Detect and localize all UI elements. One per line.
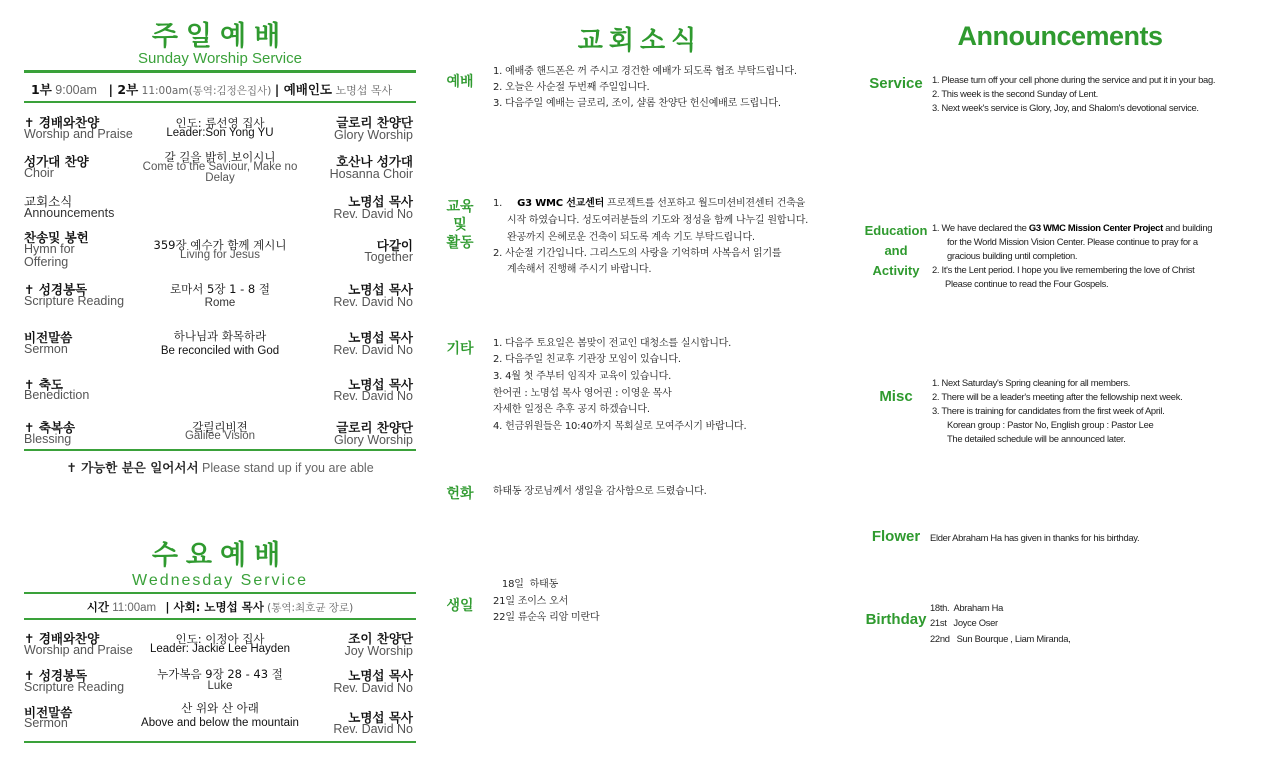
news-en-misc-item: The detailed schedule will be announced later. — [947, 433, 1126, 444]
wednesday-top-rule — [24, 592, 416, 594]
order-item-leader-kr: 다같이 — [376, 238, 413, 253]
news-en-birthday-label: Birthday — [865, 611, 927, 628]
order-item-leader-en: Rev. David No — [333, 295, 413, 309]
order-item — [24, 328, 416, 360]
order-item-en: Choir — [24, 166, 54, 180]
order-item — [24, 192, 416, 224]
news-en-birthday-item: 22nd Sun Bourque , Liam Miranda, — [930, 633, 1071, 644]
order-item-detail-kr: 인도: 류선영 집사 — [175, 116, 265, 130]
order-item — [24, 152, 416, 184]
order-item-en: Announcements — [24, 206, 115, 220]
news-kr-birthday-item: 18일 하태동 — [493, 579, 559, 590]
news-en-edu-label-2: and — [884, 243, 908, 258]
order-item-leader-en: Rev. David No — [333, 389, 413, 403]
news-en-service-item: 3. Next week's service is Glory, Joy, and Shalom's devotional service. — [932, 102, 1199, 113]
order-item-kr: 찬송및 봉헌 — [24, 230, 89, 245]
news-en-edu-label — [862, 221, 930, 281]
order-item-leader-en: Glory Worship — [334, 433, 413, 447]
wed-time-value: 11:00am — [112, 602, 157, 614]
order-item-kr: 성가대 찬양 — [24, 154, 89, 169]
order-item-leader-en: Together — [364, 250, 413, 264]
order-item-en: Worship and Praise — [24, 127, 133, 141]
order-item — [24, 375, 416, 407]
news-en-service-item: 2. This week is the second Sunday of Lent. — [932, 88, 1098, 99]
order-item-detail-kr: 인도: 이정아 집사 — [175, 632, 265, 646]
news-en-misc-label: Misc — [879, 388, 913, 405]
news-en-misc-item: 1. Next Saturday's Spring cleaning for all members. — [932, 377, 1131, 388]
order-item-detail-kr: 갈 길을 밝히 보이시니 — [164, 150, 276, 164]
news-kr-edu-item: 완공까지 은혜로운 건축이 되도록 계속 기도 부탁드립니다. — [507, 232, 755, 243]
news-en-service-label: Service — [869, 75, 923, 92]
news-kr-edu-label — [440, 198, 480, 252]
order-item-detail-en: Galilee Vision — [184, 430, 256, 442]
sunday-top-rule — [24, 70, 416, 73]
news-kr-flower-label: 헌화 — [446, 486, 474, 502]
news-kr-worship-item: 3. 다음주일 예배는 글로리, 조이, 샬롬 찬양단 헌신예배로 드립니다. — [493, 98, 781, 109]
order-item-kr: 비전말씀 — [24, 705, 73, 720]
news-kr-edu-item1-bold: G3 WMC 선교센터 — [517, 198, 605, 209]
news-kr-worship-item: 1. 예배중 핸드폰은 꺼 주시고 경건한 예배가 되도록 협조 부탁드립니다. — [493, 66, 797, 77]
order-item-kr: ✝ 경배와찬양 — [24, 115, 100, 130]
news-kr-edu-item: 계속해서 진행해 주시기 바랍니다. — [507, 264, 652, 275]
wednesday-meta — [24, 599, 416, 615]
news-kr-misc-item: 1. 다음주 토요일은 봄맞이 전교인 대청소를 실시합니다. — [493, 338, 732, 349]
order-item — [24, 280, 416, 312]
order-item-detail-en: Luke — [207, 680, 233, 692]
wednesday-meta-rule — [24, 618, 416, 620]
wed-host-label: | 사회: 노명섭 목사 — [165, 600, 264, 614]
stand-note — [24, 458, 416, 476]
news-en-service-item: 1. Please turn off your cell phone during the service and put it in your bag. — [932, 74, 1216, 85]
wednesday-title-kr: 수요예배 — [151, 540, 289, 571]
news-kr-flower-text: 하태동 장로님께서 생일을 감사함으로 드렸습니다. — [493, 486, 707, 497]
leader-label: | 예배인도 — [274, 82, 332, 97]
news-en-misc-item: Korean group : Pastor No, English group : Pastor Lee — [947, 419, 1154, 430]
wed-host-note: (통역:최호균 장로) — [267, 602, 354, 614]
news-en-edu-item: Please continue to read the Four Gospels. — [945, 278, 1109, 289]
service1-time: 9:00am — [55, 83, 97, 97]
order-item-kr: ✝ 성경봉독 — [24, 668, 88, 683]
order-item-en: Scripture Reading — [24, 294, 125, 308]
order-item-detail-kr: 갈릴리비젼 — [192, 420, 248, 434]
news-en-edu-label-1: Education — [864, 223, 928, 238]
order-item-leader-en: Rev. David No — [333, 722, 413, 736]
news-kr-misc-item: 3. 4월 첫 주부터 임직자 교육이 있습니다. — [493, 371, 672, 382]
news-kr-edu-item: 시작 하였습니다. 성도여러분들의 기도와 정성을 함께 나누길 원합니다. — [507, 215, 809, 226]
wednesday-bottom-rule — [24, 741, 416, 743]
service2-time: 11:00am(통역:김정은집사) — [141, 85, 272, 97]
order-item-detail-en: Rome — [204, 297, 236, 309]
service2-label: | 2부 — [108, 82, 139, 97]
order-item-detail-kr: 359장 예수가 함께 계시니 — [153, 238, 287, 252]
order-item — [24, 418, 416, 450]
stand-note-en: Please stand up if you are able — [202, 461, 374, 475]
news-kr-edu-item1-num: 1. — [493, 198, 503, 209]
news-kr-edu-label-2: 및 — [453, 217, 467, 233]
news-en-edu-item: 2. It's the Lent period. I hope you live remembering the love of Christ — [932, 264, 1195, 275]
order-item-detail-kr: 로마서 5장 1 - 8 절 — [170, 282, 270, 296]
news-en-flower-label: Flower — [871, 528, 921, 545]
order-item-detail-en: Above and below the mountain — [141, 717, 299, 729]
order-item-en: Sermon — [24, 716, 68, 730]
news-kr-edu-item: 2. 사순절 기간입니다. 그리스도의 사랑을 기억하며 사복음서 읽기를 — [493, 248, 782, 259]
order-item-leader-en: Glory Worship — [334, 128, 413, 142]
leader-name: 노명섭 목사 — [335, 84, 393, 97]
order-item-en: Blessing — [24, 432, 72, 446]
order-item-detail-en: Living for Jesus — [180, 249, 260, 261]
order-item-kr: 비전말씀 — [24, 330, 73, 345]
news-kr-birthday-item: 22일 류순옥 리암 미란다 — [493, 612, 600, 623]
order-item-en: Worship and Praise — [24, 643, 133, 657]
order-item-en: Benediction — [24, 388, 90, 402]
news-en-edu-item1-bold: G3 WMC Mission Center Project — [1028, 222, 1163, 233]
news-en-edu-item1-pre: 1. We have declared the — [932, 222, 1029, 233]
news-kr-edu-label-1: 교육 — [446, 199, 474, 215]
news-kr-edu-item1-rest: 프로젝트를 선포하고 월드미션비젼센터 건축을 — [604, 198, 806, 209]
order-item-kr: ✝ 축도 — [24, 377, 63, 392]
order-item-kr: 교회소식 — [24, 194, 73, 209]
news-en-edu-item: for the World Mission Vision Center. Please continue to pray for a — [947, 236, 1198, 247]
news-kr-worship-label: 예배 — [446, 74, 474, 90]
order-item-leader-kr: 노명섭 목사 — [348, 194, 413, 209]
news-en-edu-item: gracious building until completion. — [947, 250, 1078, 261]
order-item-detail-en: Leader: Jackie Lee Hayden — [149, 643, 290, 655]
order-item — [24, 113, 416, 145]
news-kr-edu-label-3: 활동 — [446, 235, 474, 251]
sunday-meta-rule — [24, 101, 416, 103]
order-item-leader-en: Rev. David No — [333, 343, 413, 357]
order-item-detail-kr: 산 위와 산 아래 — [181, 701, 259, 715]
order-item-leader-kr: 글로리 찬양단 — [336, 420, 413, 435]
order-item-leader-kr: 글로리 찬양단 — [336, 115, 413, 130]
order-item-detail-kr: 누가복음 9장 28 - 43 절 — [157, 667, 283, 681]
order-item-leader-kr: 노명섭 목사 — [348, 282, 413, 297]
news-en-edu-label-3: Activity — [872, 263, 920, 278]
stand-note-kr: ✝ 가능한 분은 일어서서 — [66, 460, 199, 475]
news-kr-edu-item — [493, 196, 805, 213]
order-item-leader-en: Hosanna Choir — [329, 167, 413, 181]
order-item-leader-en: Rev. David No — [333, 207, 413, 221]
order-item-kr: ✝ 성경봉독 — [24, 282, 88, 297]
news-en-edu-item — [932, 220, 1212, 235]
wed-time-label: 시간 — [86, 600, 110, 614]
order-item — [24, 228, 416, 270]
news-kr-misc-label: 기타 — [446, 341, 474, 357]
order-item — [24, 629, 416, 661]
order-item — [24, 703, 416, 739]
news-en-title: Announcements — [957, 21, 1163, 51]
order-item-leader-kr: 조이 찬양단 — [348, 631, 413, 646]
news-kr-misc-item: 한어권 : 노명섭 목사 영어권 : 이영운 목사 — [493, 388, 672, 399]
order-item-leader-kr: 노명섭 목사 — [348, 710, 413, 725]
order-item-kr: ✝ 경배와찬양 — [24, 631, 100, 646]
order-item-en: Scripture Reading — [24, 680, 125, 694]
wednesday-title-en: Wednesday Service — [132, 572, 308, 589]
sunday-title-kr: 주일예배 — [151, 21, 289, 52]
order-item-leader-kr: 노명섭 목사 — [348, 377, 413, 392]
order-item-leader-en: Joy Worship — [344, 644, 413, 658]
sunday-title-en: Sunday Worship Service — [138, 50, 302, 67]
news-en-birthday-item: 21st Joyce Oser — [930, 617, 998, 628]
order-item-kr: ✝ 축복송 — [24, 420, 76, 435]
order-item-leader-kr: 호산나 성가대 — [336, 154, 413, 169]
order-item — [24, 666, 416, 698]
news-en-misc-item: 3. There is training for candidates from the first week of April. — [932, 405, 1165, 416]
order-item-leader-kr: 노명섭 목사 — [348, 330, 413, 345]
news-kr-birthday-label: 생일 — [446, 598, 474, 614]
news-kr-misc-item: 4. 헌금위원들은 10:40까지 목회실로 모여주시기 바랍니다. — [493, 421, 747, 432]
service1-label: 1부 — [31, 82, 52, 97]
news-kr-birthday-item: 21일 조이스 오서 — [493, 596, 569, 607]
sunday-meta — [24, 80, 416, 98]
order-item-detail-kr: 하나님과 화목하라 — [173, 329, 267, 343]
news-en-edu-item1-post: and building — [1162, 222, 1213, 233]
sunday-bottom-rule — [24, 449, 416, 451]
order-item-detail-en: Be reconciled with God — [160, 345, 280, 357]
order-item-leader-kr: 노명섭 목사 — [348, 668, 413, 683]
order-item-detail-en: Come to the Saviour, Make no Delay — [142, 161, 298, 184]
news-kr-worship-item: 2. 오늘은 사순절 두번째 주일입니다. — [493, 82, 650, 93]
news-kr-misc-item: 2. 다음주일 친교후 기관장 모임이 있습니다. — [493, 354, 681, 365]
news-en-birthday-item: 18th. Abraham Ha — [930, 602, 1004, 613]
news-kr-title: 교회소식 — [577, 26, 703, 56]
order-item-detail-en: Leader:Son Yong YU — [166, 127, 274, 139]
news-en-flower-text: Elder Abraham Ha has given in thanks for his birthday. — [930, 532, 1140, 543]
order-item-en: Hymn for Offering — [24, 242, 75, 269]
order-item-leader-en: Rev. David No — [333, 681, 413, 695]
news-kr-misc-item: 자세한 일정은 추후 공지 하겠습니다. — [493, 404, 650, 415]
order-item-en: Sermon — [24, 342, 68, 356]
news-en-misc-item: 2. There will be a leader's meeting after the fellowship next week. — [932, 391, 1183, 402]
